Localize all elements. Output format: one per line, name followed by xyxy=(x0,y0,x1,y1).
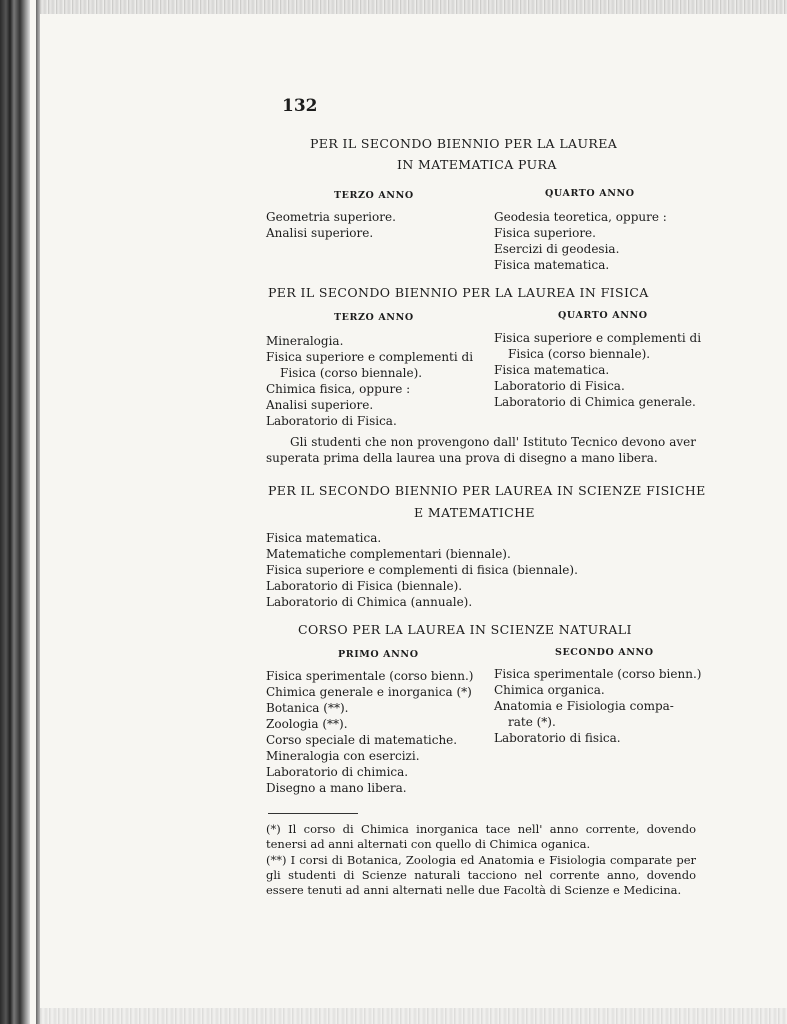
list-item: Zoologia (**). xyxy=(266,717,348,731)
section1-right-list xyxy=(494,209,667,273)
section2-right-head: QUARTO ANNO xyxy=(558,310,648,321)
list-item: Matematiche complementari (biennale). xyxy=(266,547,511,561)
list-item: rate (*). xyxy=(508,715,556,729)
section1-left-head: TERZO ANNO xyxy=(334,190,414,201)
section4-left-list xyxy=(266,668,473,796)
list-item: Geometria superiore. xyxy=(266,210,396,224)
section3-title-line1: PER IL SECONDO BIENNIO PER LAUREA IN SCIENZE FISICHE xyxy=(268,483,706,498)
list-item: Analisi superiore. xyxy=(266,398,374,412)
section2-left-list xyxy=(266,333,473,429)
list-item: Laboratorio di chimica. xyxy=(266,765,409,779)
footnote-2: (**) I corsi di Botanica, Zoologia ed Anatomia e Fisiologia comparate per gli studenti di Scienze naturali tacciono nel corrente anno, dovendo essere tenuti ad anni alternati nelle due Facoltà di Scienze e Medicina. xyxy=(266,853,696,897)
list-item: Esercizi di geodesia. xyxy=(494,242,620,256)
list-item: Mineralogia con esercizi. xyxy=(266,749,420,763)
section4-right-list xyxy=(494,666,701,746)
section1-title-line2: IN MATEMATICA PURA xyxy=(397,157,557,172)
list-item: Botanica (**). xyxy=(266,701,349,715)
list-item: Laboratorio di Fisica (biennale). xyxy=(266,579,463,593)
list-item: Fisica sperimentale (corso bienn.) xyxy=(266,669,474,683)
section2-left-head: TERZO ANNO xyxy=(334,312,414,323)
list-item: Chimica fisica, oppure : xyxy=(266,382,411,396)
list-item: Geodesia teoretica, oppure : xyxy=(494,210,667,224)
section4-title: CORSO PER LA LAUREA IN SCIENZE NATURALI xyxy=(298,622,632,637)
section2-right-list xyxy=(494,330,701,410)
footnote-1: (*) Il corso di Chimica inorganica tace nell' anno corrente, dovendo tenersi ad anni alternati con quello di Chimica oganica. xyxy=(266,822,696,851)
list-item: Fisica superiore e complementi di xyxy=(494,331,702,345)
footnote-divider xyxy=(268,813,358,814)
page-gutter xyxy=(36,0,40,1024)
section4-left-head: PRIMO ANNO xyxy=(338,649,419,660)
section3-list xyxy=(266,530,578,610)
list-item: Fisica matematica. xyxy=(494,258,610,272)
list-item: Laboratorio di Fisica. xyxy=(494,379,625,393)
list-item: Chimica organica. xyxy=(494,683,605,697)
list-item: Laboratorio di Chimica generale. xyxy=(494,395,696,409)
list-item: Fisica superiore e complementi di xyxy=(266,350,474,364)
list-item: Fisica sperimentale (corso bienn.) xyxy=(494,667,702,681)
list-item: Anatomia e Fisiologia compa- xyxy=(494,699,674,713)
list-item: Analisi superiore. xyxy=(266,226,374,240)
list-item: Fisica (corso biennale). xyxy=(280,366,423,380)
list-item: Fisica (corso biennale). xyxy=(508,347,651,361)
section1-title-line1: PER IL SECONDO BIENNIO PER LA LAUREA xyxy=(310,136,618,151)
section1-right-head: QUARTO ANNO xyxy=(545,188,635,199)
list-item: Mineralogia. xyxy=(266,334,344,348)
list-item: Corso speciale di matematiche. xyxy=(266,733,458,747)
list-item: Laboratorio di Fisica. xyxy=(266,414,397,428)
list-item: Fisica superiore e complementi di fisica (biennale). xyxy=(266,563,578,577)
section4-right-head: SECONDO ANNO xyxy=(555,647,654,658)
list-item: Fisica matematica. xyxy=(266,531,382,545)
list-item: Fisica superiore. xyxy=(494,226,596,240)
section2-note: Gli studenti che non provengono dall' Istituto Tecnico devono aver superata prima della laurea una prova di disegno a mano libera. xyxy=(266,435,696,465)
scan-noise-bottom xyxy=(40,1008,787,1024)
page-number: 132 xyxy=(282,96,318,116)
section1-left-list xyxy=(266,209,396,241)
book-binding xyxy=(0,0,30,1024)
section3-title-line2: E MATEMATICHE xyxy=(414,505,535,520)
list-item: Disegno a mano libera. xyxy=(266,781,407,795)
list-item: Laboratorio di fisica. xyxy=(494,731,621,745)
scan-noise-top xyxy=(40,0,787,14)
list-item: Chimica generale e inorganica (*) xyxy=(266,685,472,699)
section2-title: PER IL SECONDO BIENNIO PER LA LAUREA IN FISICA xyxy=(268,285,649,300)
list-item: Fisica matematica. xyxy=(494,363,610,377)
list-item: Laboratorio di Chimica (annuale). xyxy=(266,595,473,609)
